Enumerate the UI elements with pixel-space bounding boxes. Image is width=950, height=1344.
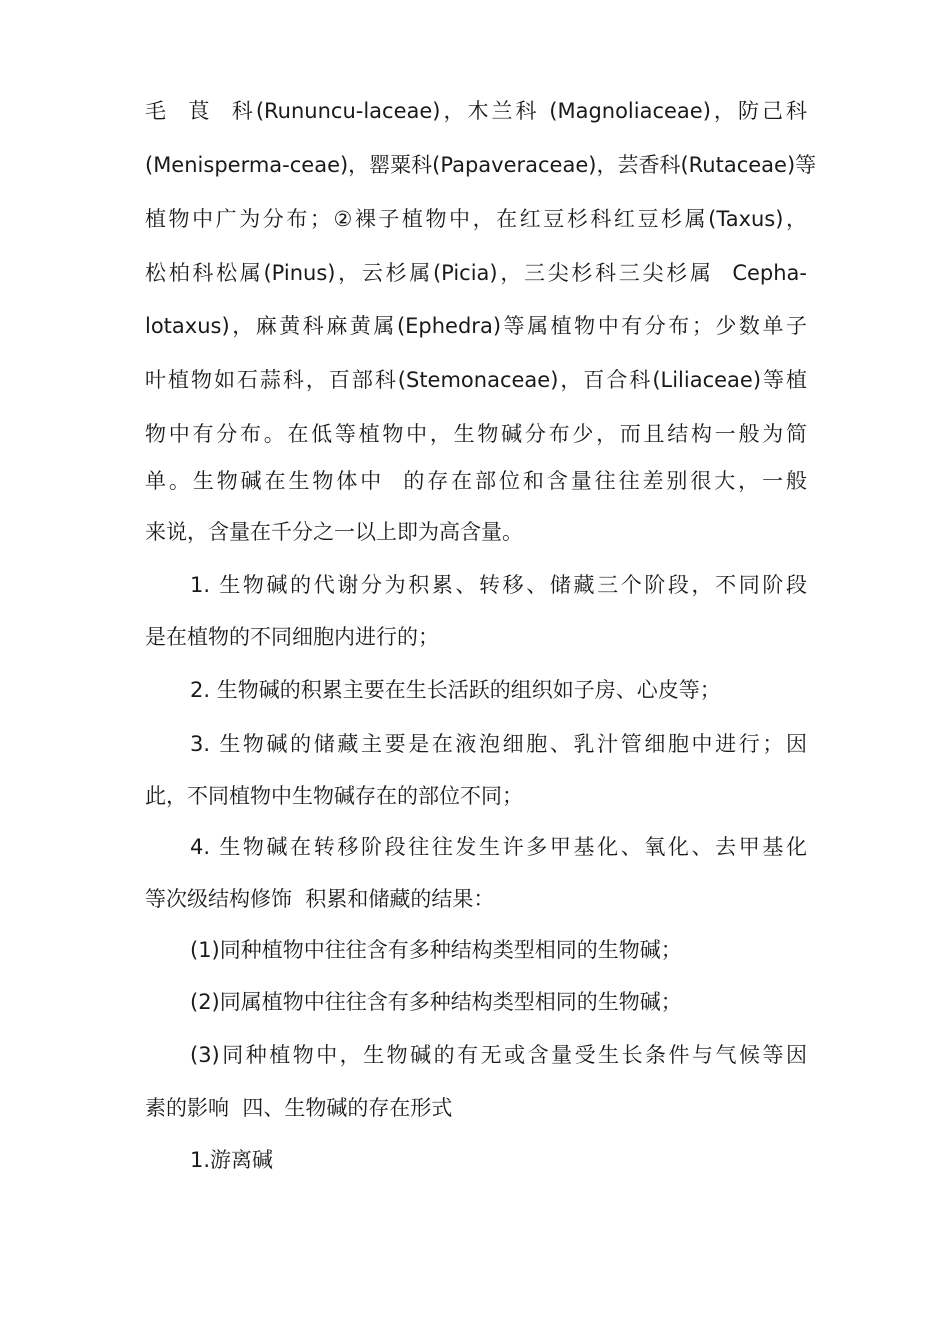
text-line: 此，不同植物中生物碱存在的部位不同； (145, 784, 523, 808)
text-line: 等次级结构修饰 积累和储藏的结果： (145, 887, 495, 911)
text-line: 单。生物碱在生物体中 的存在部位和含量往往差别很大，一般 (145, 469, 807, 493)
text-line: 毛 茛 科(Rununcu-laceae)，木兰科 (Magnoliaceae)，防己科 (145, 99, 807, 123)
list-item: 3. 生物碱的储藏主要是在液泡细胞、乳汁管细胞中进行；因 (190, 732, 807, 756)
list-item: 4. 生物碱在转移阶段往往发生许多甲基化、氧化、去甲基化 (190, 835, 807, 859)
list-item: 1. 生物碱的代谢分为积累、转移、储藏三个阶段，不同阶段 (190, 573, 807, 597)
list-item: 2. 生物碱的积累主要在生长活跃的组织如子房、心皮等； (190, 678, 721, 702)
text-line: 植物中广为分布；②裸子植物中，在红豆杉科红豆杉属(Taxus)， (145, 207, 807, 231)
text-line: 来说，含量在千分之一以上即为高含量。 (145, 520, 523, 544)
list-item: 1.游离碱 (190, 1148, 274, 1172)
text-line: 松柏科松属(Pinus)，云杉属(Picia)，三尖杉科三尖杉属 Cepha- (145, 261, 807, 285)
text-line: 物中有分布。在低等植物中，生物碱分布少，而且结构一般为简 (145, 422, 807, 446)
section-heading-line: 素的影响 四、生物碱的存在形式 (145, 1096, 453, 1120)
list-item: (3)同种植物中，生物碱的有无或含量受生长条件与气候等因 (190, 1043, 807, 1067)
text-line: 叶植物如石蒜科，百部科(Stemonaceae)，百合科(Liliaceae)等植 (145, 368, 807, 392)
list-item: (1)同种植物中往往含有多种结构类型相同的生物碱； (190, 938, 682, 962)
text-line: lotaxus)，麻黄科麻黄属(Ephedra)等属植物中有分布；少数单子 (145, 314, 807, 338)
text-line: 是在植物的不同细胞内进行的； (145, 625, 439, 649)
text-line: (Menisperma-ceae)，罂粟科(Papaveraceae)，芸香科(Rutaceae)等 (145, 153, 817, 177)
list-item: (2)同属植物中往往含有多种结构类型相同的生物碱； (190, 990, 682, 1014)
